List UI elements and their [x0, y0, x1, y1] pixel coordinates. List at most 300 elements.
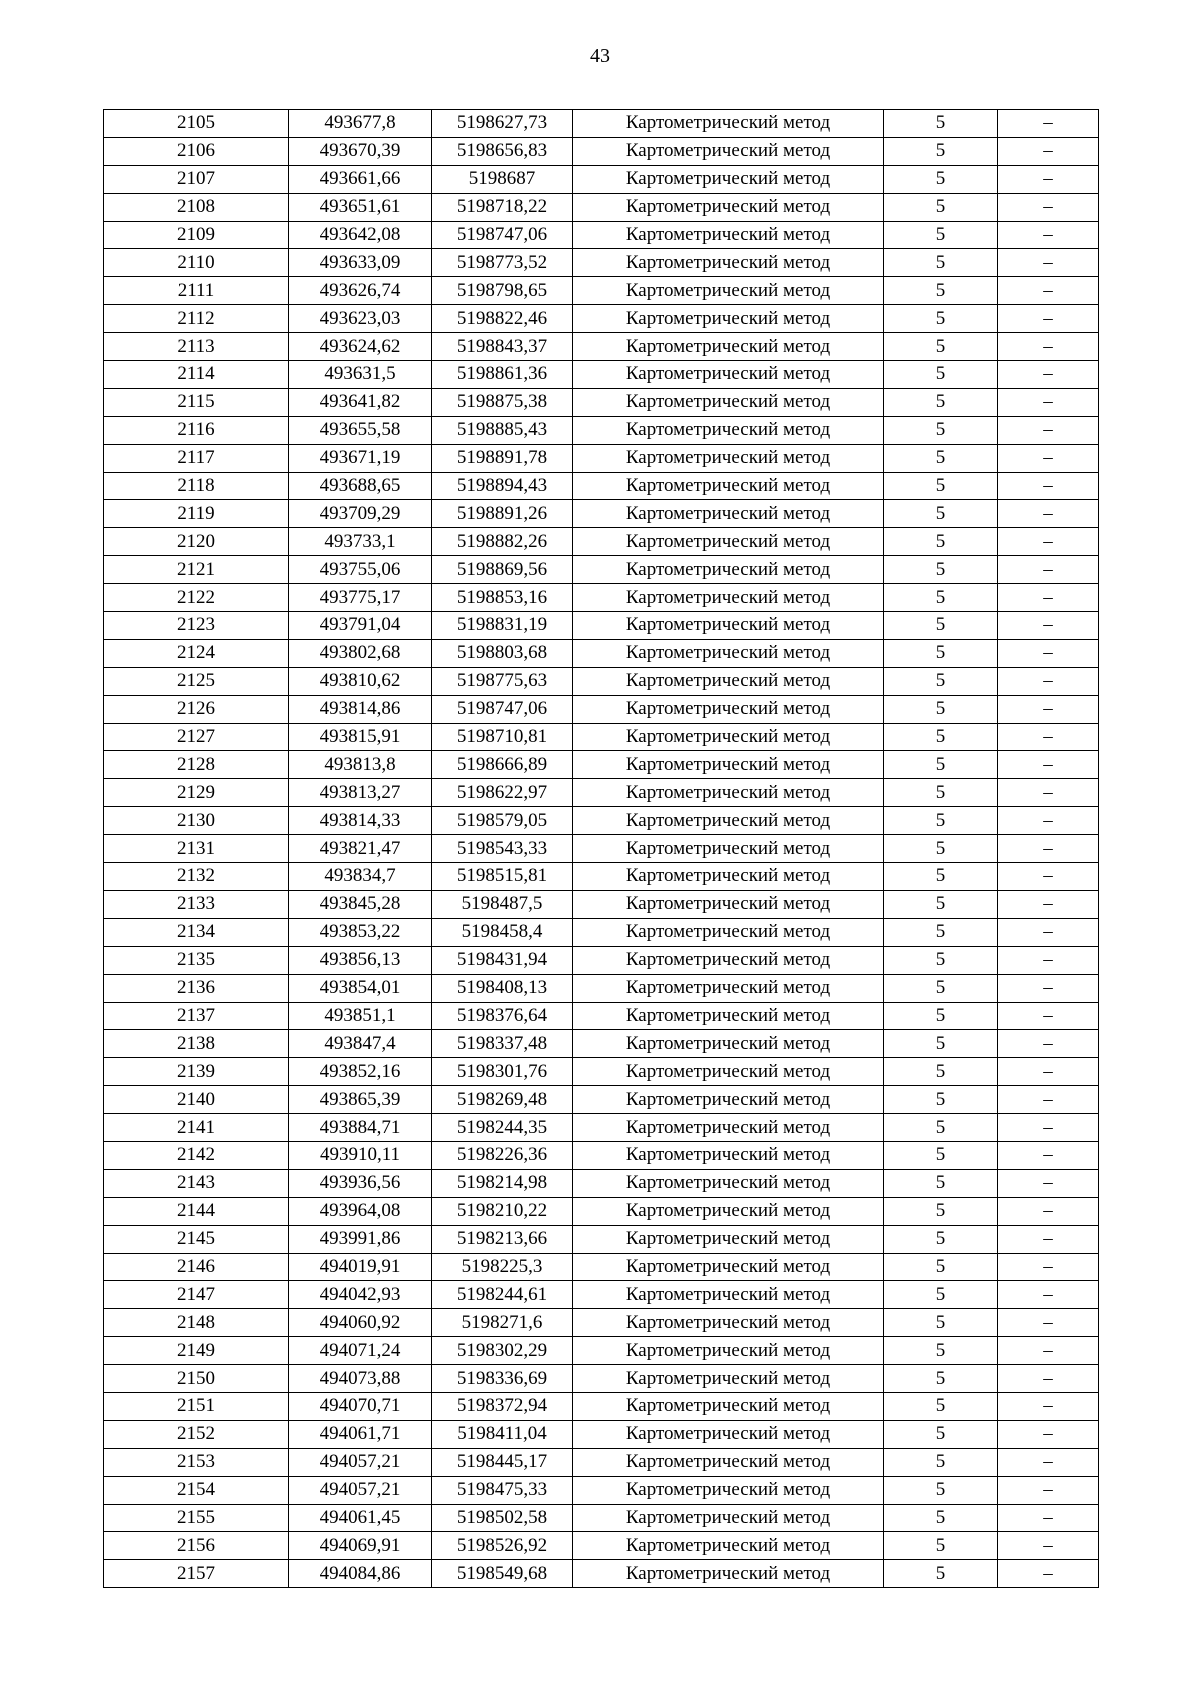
x-coordinate-cell: 493815,91: [289, 723, 432, 751]
note-cell: –: [998, 193, 1099, 221]
table-row: [104, 388, 1099, 416]
method-cell: Картометрический метод: [573, 1337, 884, 1365]
accuracy-cell: 5: [884, 807, 998, 835]
note-cell: –: [998, 667, 1099, 695]
note-cell: –: [998, 1504, 1099, 1532]
table-row: [104, 193, 1099, 221]
table-row: [104, 1030, 1099, 1058]
method-cell: Картометрический метод: [573, 1141, 884, 1169]
table-row: [104, 528, 1099, 556]
accuracy-cell: 5: [884, 863, 998, 891]
method-cell: Картометрический метод: [573, 305, 884, 333]
table-row: [104, 835, 1099, 863]
point-number-cell: 2148: [104, 1309, 289, 1337]
y-coordinate-cell: 5198891,26: [432, 500, 573, 528]
point-number-cell: 2139: [104, 1058, 289, 1086]
point-number-cell: 2135: [104, 946, 289, 974]
point-number-cell: 2113: [104, 333, 289, 361]
method-cell: Картометрический метод: [573, 751, 884, 779]
method-cell: Картометрический метод: [573, 1197, 884, 1225]
y-coordinate-cell: 5198543,33: [432, 835, 573, 863]
method-cell: Картометрический метод: [573, 1392, 884, 1420]
method-cell: Картометрический метод: [573, 1365, 884, 1393]
accuracy-cell: 5: [884, 1476, 998, 1504]
method-cell: Картометрический метод: [573, 1086, 884, 1114]
table-row: [104, 556, 1099, 584]
accuracy-cell: 5: [884, 528, 998, 556]
method-cell: Картометрический метод: [573, 918, 884, 946]
y-coordinate-cell: 5198687: [432, 165, 573, 193]
x-coordinate-cell: 493755,06: [289, 556, 432, 584]
y-coordinate-cell: 5198798,65: [432, 277, 573, 305]
x-coordinate-cell: 493814,33: [289, 807, 432, 835]
table-row: [104, 221, 1099, 249]
method-cell: Картометрический метод: [573, 863, 884, 891]
note-cell: –: [998, 444, 1099, 472]
accuracy-cell: 5: [884, 1141, 998, 1169]
y-coordinate-cell: 5198747,06: [432, 221, 573, 249]
method-cell: Картометрический метод: [573, 444, 884, 472]
y-coordinate-cell: 5198747,06: [432, 695, 573, 723]
x-coordinate-cell: 493641,82: [289, 388, 432, 416]
accuracy-cell: 5: [884, 1169, 998, 1197]
method-cell: Картометрический метод: [573, 1504, 884, 1532]
method-cell: Картометрический метод: [573, 946, 884, 974]
method-cell: Картометрический метод: [573, 137, 884, 165]
point-number-cell: 2146: [104, 1253, 289, 1281]
y-coordinate-cell: 5198244,61: [432, 1281, 573, 1309]
accuracy-cell: 5: [884, 639, 998, 667]
note-cell: –: [998, 723, 1099, 751]
point-number-cell: 2118: [104, 472, 289, 500]
point-number-cell: 2117: [104, 444, 289, 472]
table-row: [104, 1197, 1099, 1225]
note-cell: –: [998, 946, 1099, 974]
x-coordinate-cell: 493802,68: [289, 639, 432, 667]
y-coordinate-cell: 5198458,4: [432, 918, 573, 946]
method-cell: Картометрический метод: [573, 1476, 884, 1504]
y-coordinate-cell: 5198549,68: [432, 1560, 573, 1588]
accuracy-cell: 5: [884, 1281, 998, 1309]
point-number-cell: 2111: [104, 277, 289, 305]
method-cell: Картометрический метод: [573, 361, 884, 389]
note-cell: –: [998, 1197, 1099, 1225]
y-coordinate-cell: 5198843,37: [432, 333, 573, 361]
table-row: [104, 946, 1099, 974]
x-coordinate-cell: 493834,7: [289, 863, 432, 891]
table-row: [104, 249, 1099, 277]
y-coordinate-cell: 5198656,83: [432, 137, 573, 165]
accuracy-cell: 5: [884, 612, 998, 640]
note-cell: –: [998, 695, 1099, 723]
y-coordinate-cell: 5198831,19: [432, 612, 573, 640]
x-coordinate-cell: 494057,21: [289, 1448, 432, 1476]
point-number-cell: 2125: [104, 667, 289, 695]
table-row: [104, 974, 1099, 1002]
table-row: [104, 639, 1099, 667]
note-cell: –: [998, 110, 1099, 138]
y-coordinate-cell: 5198487,5: [432, 890, 573, 918]
note-cell: –: [998, 890, 1099, 918]
accuracy-cell: 5: [884, 1337, 998, 1365]
note-cell: –: [998, 528, 1099, 556]
note-cell: –: [998, 1086, 1099, 1114]
note-cell: –: [998, 1337, 1099, 1365]
accuracy-cell: 5: [884, 305, 998, 333]
accuracy-cell: 5: [884, 584, 998, 612]
method-cell: Картометрический метод: [573, 1309, 884, 1337]
note-cell: –: [998, 1253, 1099, 1281]
note-cell: –: [998, 1532, 1099, 1560]
method-cell: Картометрический метод: [573, 193, 884, 221]
method-cell: Картометрический метод: [573, 639, 884, 667]
x-coordinate-cell: 493631,5: [289, 361, 432, 389]
table-row: [104, 110, 1099, 138]
accuracy-cell: 5: [884, 165, 998, 193]
point-number-cell: 2131: [104, 835, 289, 863]
y-coordinate-cell: 5198775,63: [432, 667, 573, 695]
table-row: [104, 1002, 1099, 1030]
x-coordinate-cell: 493852,16: [289, 1058, 432, 1086]
table-row: [104, 612, 1099, 640]
y-coordinate-cell: 5198882,26: [432, 528, 573, 556]
method-cell: Картометрический метод: [573, 1002, 884, 1030]
table-row: [104, 277, 1099, 305]
table-row: [104, 1086, 1099, 1114]
method-cell: Картометрический метод: [573, 1560, 884, 1588]
x-coordinate-cell: 494057,21: [289, 1476, 432, 1504]
table-row: [104, 444, 1099, 472]
coordinates-table: [103, 109, 1099, 1588]
x-coordinate-cell: 493624,62: [289, 333, 432, 361]
table-row: [104, 695, 1099, 723]
accuracy-cell: 5: [884, 500, 998, 528]
point-number-cell: 2133: [104, 890, 289, 918]
x-coordinate-cell: 493853,22: [289, 918, 432, 946]
point-number-cell: 2127: [104, 723, 289, 751]
y-coordinate-cell: 5198210,22: [432, 1197, 573, 1225]
accuracy-cell: 5: [884, 835, 998, 863]
y-coordinate-cell: 5198411,04: [432, 1420, 573, 1448]
x-coordinate-cell: 493661,66: [289, 165, 432, 193]
table-row: [104, 1448, 1099, 1476]
table-row: [104, 1058, 1099, 1086]
x-coordinate-cell: 493626,74: [289, 277, 432, 305]
x-coordinate-cell: 493633,09: [289, 249, 432, 277]
x-coordinate-cell: 494042,93: [289, 1281, 432, 1309]
y-coordinate-cell: 5198822,46: [432, 305, 573, 333]
y-coordinate-cell: 5198526,92: [432, 1532, 573, 1560]
note-cell: –: [998, 751, 1099, 779]
method-cell: Картометрический метод: [573, 1532, 884, 1560]
point-number-cell: 2109: [104, 221, 289, 249]
table-row: [104, 807, 1099, 835]
x-coordinate-cell: 493936,56: [289, 1169, 432, 1197]
note-cell: –: [998, 1560, 1099, 1588]
x-coordinate-cell: 493845,28: [289, 890, 432, 918]
note-cell: –: [998, 918, 1099, 946]
y-coordinate-cell: 5198213,66: [432, 1225, 573, 1253]
method-cell: Картометрический метод: [573, 556, 884, 584]
note-cell: –: [998, 612, 1099, 640]
accuracy-cell: 5: [884, 723, 998, 751]
method-cell: Картометрический метод: [573, 695, 884, 723]
method-cell: Картометрический метод: [573, 835, 884, 863]
y-coordinate-cell: 5198445,17: [432, 1448, 573, 1476]
x-coordinate-cell: 493814,86: [289, 695, 432, 723]
method-cell: Картометрический метод: [573, 723, 884, 751]
method-cell: Картометрический метод: [573, 500, 884, 528]
table-row: [104, 305, 1099, 333]
note-cell: –: [998, 1281, 1099, 1309]
method-cell: Картометрический метод: [573, 1420, 884, 1448]
point-number-cell: 2141: [104, 1114, 289, 1142]
point-number-cell: 2116: [104, 416, 289, 444]
method-cell: Картометрический метод: [573, 890, 884, 918]
x-coordinate-cell: 493991,86: [289, 1225, 432, 1253]
y-coordinate-cell: 5198891,78: [432, 444, 573, 472]
note-cell: –: [998, 1030, 1099, 1058]
point-number-cell: 2124: [104, 639, 289, 667]
table-row: [104, 751, 1099, 779]
method-cell: Картометрический метод: [573, 1448, 884, 1476]
accuracy-cell: 5: [884, 137, 998, 165]
accuracy-cell: 5: [884, 1420, 998, 1448]
point-number-cell: 2108: [104, 193, 289, 221]
method-cell: Картометрический метод: [573, 110, 884, 138]
y-coordinate-cell: 5198376,64: [432, 1002, 573, 1030]
point-number-cell: 2145: [104, 1225, 289, 1253]
note-cell: –: [998, 249, 1099, 277]
point-number-cell: 2147: [104, 1281, 289, 1309]
x-coordinate-cell: 493810,62: [289, 667, 432, 695]
y-coordinate-cell: 5198627,73: [432, 110, 573, 138]
method-cell: Картометрический метод: [573, 779, 884, 807]
x-coordinate-cell: 494069,91: [289, 1532, 432, 1560]
note-cell: –: [998, 1309, 1099, 1337]
x-coordinate-cell: 493865,39: [289, 1086, 432, 1114]
note-cell: –: [998, 165, 1099, 193]
x-coordinate-cell: 494019,91: [289, 1253, 432, 1281]
x-coordinate-cell: 493851,1: [289, 1002, 432, 1030]
note-cell: –: [998, 863, 1099, 891]
point-number-cell: 2134: [104, 918, 289, 946]
method-cell: Картометрический метод: [573, 667, 884, 695]
note-cell: –: [998, 584, 1099, 612]
table-row: [104, 863, 1099, 891]
accuracy-cell: 5: [884, 946, 998, 974]
y-coordinate-cell: 5198666,89: [432, 751, 573, 779]
accuracy-cell: 5: [884, 1448, 998, 1476]
y-coordinate-cell: 5198301,76: [432, 1058, 573, 1086]
x-coordinate-cell: 493709,29: [289, 500, 432, 528]
table-row: [104, 723, 1099, 751]
point-number-cell: 2156: [104, 1532, 289, 1560]
x-coordinate-cell: 494060,92: [289, 1309, 432, 1337]
x-coordinate-cell: 493688,65: [289, 472, 432, 500]
accuracy-cell: 5: [884, 444, 998, 472]
point-number-cell: 2154: [104, 1476, 289, 1504]
table-row: [104, 779, 1099, 807]
accuracy-cell: 5: [884, 1058, 998, 1086]
table-row: [104, 1169, 1099, 1197]
table-row: [104, 1532, 1099, 1560]
point-number-cell: 2132: [104, 863, 289, 891]
table-row: [104, 1365, 1099, 1393]
note-cell: –: [998, 1225, 1099, 1253]
y-coordinate-cell: 5198225,3: [432, 1253, 573, 1281]
accuracy-cell: 5: [884, 277, 998, 305]
table-row: [104, 890, 1099, 918]
note-cell: –: [998, 807, 1099, 835]
table-row: [104, 1253, 1099, 1281]
table-row: [104, 584, 1099, 612]
y-coordinate-cell: 5198244,35: [432, 1114, 573, 1142]
accuracy-cell: 5: [884, 1197, 998, 1225]
point-number-cell: 2126: [104, 695, 289, 723]
note-cell: –: [998, 1365, 1099, 1393]
point-number-cell: 2140: [104, 1086, 289, 1114]
point-number-cell: 2155: [104, 1504, 289, 1532]
x-coordinate-cell: 493813,27: [289, 779, 432, 807]
table-row: [104, 1392, 1099, 1420]
accuracy-cell: 5: [884, 779, 998, 807]
y-coordinate-cell: 5198875,38: [432, 388, 573, 416]
point-number-cell: 2110: [104, 249, 289, 277]
x-coordinate-cell: 494061,45: [289, 1504, 432, 1532]
x-coordinate-cell: 493677,8: [289, 110, 432, 138]
y-coordinate-cell: 5198271,6: [432, 1309, 573, 1337]
x-coordinate-cell: 493821,47: [289, 835, 432, 863]
y-coordinate-cell: 5198431,94: [432, 946, 573, 974]
y-coordinate-cell: 5198336,69: [432, 1365, 573, 1393]
accuracy-cell: 5: [884, 1114, 998, 1142]
x-coordinate-cell: 493847,4: [289, 1030, 432, 1058]
x-coordinate-cell: 493775,17: [289, 584, 432, 612]
accuracy-cell: 5: [884, 1030, 998, 1058]
x-coordinate-cell: 493854,01: [289, 974, 432, 1002]
table-row: [104, 416, 1099, 444]
note-cell: –: [998, 1392, 1099, 1420]
method-cell: Картометрический метод: [573, 416, 884, 444]
method-cell: Картометрический метод: [573, 1114, 884, 1142]
point-number-cell: 2151: [104, 1392, 289, 1420]
accuracy-cell: 5: [884, 556, 998, 584]
y-coordinate-cell: 5198861,36: [432, 361, 573, 389]
point-number-cell: 2121: [104, 556, 289, 584]
note-cell: –: [998, 1058, 1099, 1086]
y-coordinate-cell: 5198718,22: [432, 193, 573, 221]
x-coordinate-cell: 493813,8: [289, 751, 432, 779]
table-row: [104, 361, 1099, 389]
accuracy-cell: 5: [884, 1309, 998, 1337]
note-cell: –: [998, 388, 1099, 416]
method-cell: Картометрический метод: [573, 1253, 884, 1281]
method-cell: Картометрический метод: [573, 1281, 884, 1309]
y-coordinate-cell: 5198515,81: [432, 863, 573, 891]
x-coordinate-cell: 493642,08: [289, 221, 432, 249]
accuracy-cell: 5: [884, 918, 998, 946]
accuracy-cell: 5: [884, 472, 998, 500]
note-cell: –: [998, 472, 1099, 500]
point-number-cell: 2123: [104, 612, 289, 640]
method-cell: Картометрический метод: [573, 165, 884, 193]
table-row: [104, 918, 1099, 946]
method-cell: Картометрический метод: [573, 612, 884, 640]
accuracy-cell: 5: [884, 1504, 998, 1532]
accuracy-cell: 5: [884, 890, 998, 918]
note-cell: –: [998, 1476, 1099, 1504]
method-cell: Картометрический метод: [573, 1058, 884, 1086]
note-cell: –: [998, 137, 1099, 165]
accuracy-cell: 5: [884, 1532, 998, 1560]
method-cell: Картометрический метод: [573, 974, 884, 1002]
y-coordinate-cell: 5198302,29: [432, 1337, 573, 1365]
x-coordinate-cell: 493655,58: [289, 416, 432, 444]
y-coordinate-cell: 5198372,94: [432, 1392, 573, 1420]
point-number-cell: 2150: [104, 1365, 289, 1393]
accuracy-cell: 5: [884, 1560, 998, 1588]
note-cell: –: [998, 277, 1099, 305]
table-row: [104, 1281, 1099, 1309]
y-coordinate-cell: 5198337,48: [432, 1030, 573, 1058]
accuracy-cell: 5: [884, 1392, 998, 1420]
x-coordinate-cell: 494071,24: [289, 1337, 432, 1365]
y-coordinate-cell: 5198475,33: [432, 1476, 573, 1504]
accuracy-cell: 5: [884, 1225, 998, 1253]
y-coordinate-cell: 5198502,58: [432, 1504, 573, 1532]
note-cell: –: [998, 416, 1099, 444]
table-row: [104, 165, 1099, 193]
point-number-cell: 2119: [104, 500, 289, 528]
note-cell: –: [998, 1169, 1099, 1197]
y-coordinate-cell: 5198408,13: [432, 974, 573, 1002]
point-number-cell: 2107: [104, 165, 289, 193]
table-row: [104, 1225, 1099, 1253]
accuracy-cell: 5: [884, 193, 998, 221]
table-row: [104, 1114, 1099, 1142]
x-coordinate-cell: 493964,08: [289, 1197, 432, 1225]
y-coordinate-cell: 5198214,98: [432, 1169, 573, 1197]
x-coordinate-cell: 493856,13: [289, 946, 432, 974]
y-coordinate-cell: 5198579,05: [432, 807, 573, 835]
table-row: [104, 472, 1099, 500]
y-coordinate-cell: 5198269,48: [432, 1086, 573, 1114]
method-cell: Картометрический метод: [573, 388, 884, 416]
method-cell: Картометрический метод: [573, 528, 884, 556]
point-number-cell: 2143: [104, 1169, 289, 1197]
point-number-cell: 2128: [104, 751, 289, 779]
coordinates-table-body: [104, 110, 1099, 1588]
point-number-cell: 2122: [104, 584, 289, 612]
y-coordinate-cell: 5198853,16: [432, 584, 573, 612]
point-number-cell: 2149: [104, 1337, 289, 1365]
method-cell: Картометрический метод: [573, 584, 884, 612]
accuracy-cell: 5: [884, 1002, 998, 1030]
accuracy-cell: 5: [884, 667, 998, 695]
point-number-cell: 2129: [104, 779, 289, 807]
note-cell: –: [998, 1114, 1099, 1142]
point-number-cell: 2153: [104, 1448, 289, 1476]
method-cell: Картометрический метод: [573, 1030, 884, 1058]
note-cell: –: [998, 1448, 1099, 1476]
note-cell: –: [998, 361, 1099, 389]
point-number-cell: 2115: [104, 388, 289, 416]
point-number-cell: 2136: [104, 974, 289, 1002]
page-number: 43: [590, 45, 610, 67]
note-cell: –: [998, 305, 1099, 333]
note-cell: –: [998, 974, 1099, 1002]
